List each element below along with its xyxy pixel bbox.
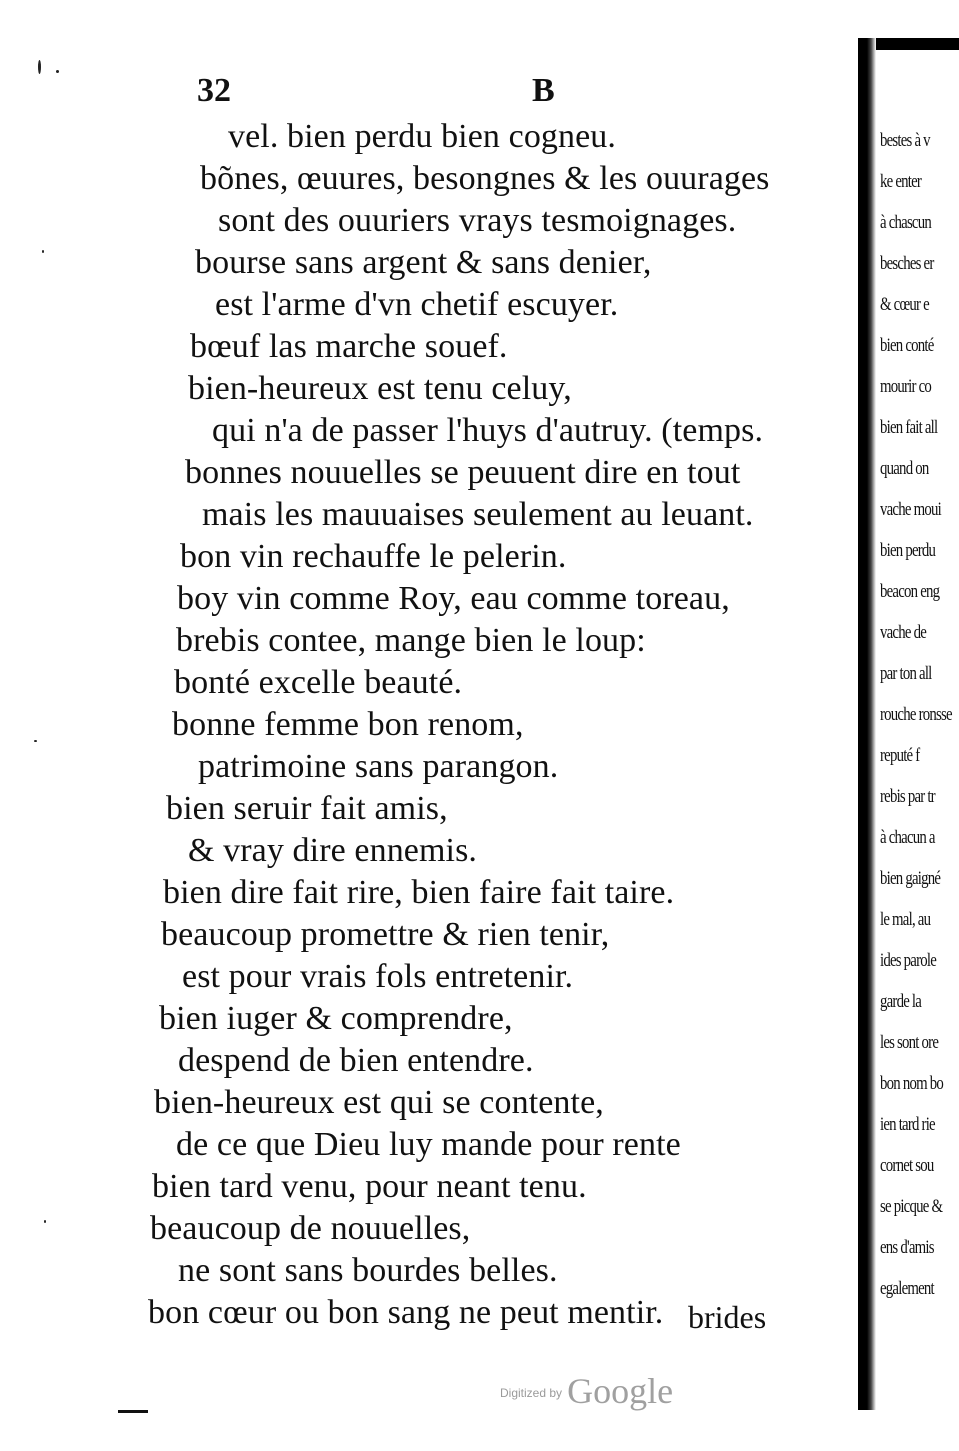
facing-line: vache de [880, 622, 927, 643]
facing-line: bien gaigné [880, 868, 941, 889]
watermark-brand: Google [567, 1371, 674, 1411]
facing-line: se picque & [880, 1196, 943, 1217]
text-line: bien iuger & comprendre, [159, 1000, 513, 1037]
facing-line: mourir co [880, 376, 932, 397]
facing-line: par ton all [880, 663, 932, 684]
facing-line: rouche ronsse [880, 704, 952, 725]
facing-line: à chacun a [880, 827, 935, 848]
facing-line: garde la [880, 991, 922, 1012]
text-line: bien-heureux est tenu celuy, [188, 370, 572, 407]
left-margin-speckles [30, 40, 50, 1410]
digitized-watermark [500, 1370, 673, 1412]
facing-line: besches er [880, 253, 934, 274]
text-line: bourse sans argent & sans denier, [195, 244, 652, 281]
facing-line: quand on [880, 458, 929, 479]
facing-line: à chascun [880, 212, 932, 233]
text-line: bien seruir fait amis, [166, 790, 448, 827]
facing-line: ien tard rie [880, 1114, 935, 1135]
page-gutter-edge [858, 38, 876, 1410]
text-line: bõnes, œuures, besongnes & les ouurages [200, 160, 770, 197]
facing-line: bien perdu [880, 540, 936, 561]
facing-line: bien fait all [880, 417, 938, 438]
text-line: beaucoup de nouuelles, [150, 1210, 471, 1247]
catchword: brides [688, 1299, 767, 1335]
facing-line: ens d'amis [880, 1237, 934, 1258]
text-line: despend de bien entendre. [178, 1042, 534, 1079]
text-line: patrimoine sans parangon. [198, 748, 559, 785]
text-line: bonté excelle beauté. [174, 664, 463, 701]
facing-line: egalement [880, 1278, 934, 1299]
bottom-margin-mark [118, 1410, 148, 1413]
facing-line: rebis par tr [880, 786, 935, 807]
text-line: boy vin comme Roy, eau comme toreau, [177, 580, 730, 617]
text-line: qui n'a de passer l'huys d'autruy. (temps. [212, 412, 764, 449]
facing-line: le mal, au [880, 909, 931, 930]
text-line: vel. bien perdu bien cogneu. [228, 118, 617, 155]
text-line: bonnes nouuelles se peuuent dire en tout [185, 454, 741, 491]
text-line: bon cœur ou bon sang ne peut mentir. [148, 1294, 664, 1331]
text-line: bœuf las marche souef. [190, 328, 508, 365]
signature-mark: B [532, 72, 555, 109]
text-line: bien dire fait rire, bien faire fait taire. [163, 874, 675, 911]
text-line: bien-heureux est qui se contente, [154, 1084, 604, 1121]
facing-line: ides parole [880, 950, 937, 971]
text-line: est l'arme d'vn chetif escuyer. [215, 286, 619, 323]
text-line: mais les mauuaises seulement au leuant. [202, 496, 754, 533]
text-line: brebis contee, mange bien le loup: [176, 622, 646, 659]
text-line: bien tard venu, pour neant tenu. [152, 1168, 587, 1205]
facing-line: bien conté [880, 335, 934, 356]
facing-line: reputé f [880, 745, 920, 766]
facing-line: bestes à v [880, 130, 930, 151]
page-number: 32 [197, 72, 231, 109]
text-line: sont des ouuriers vrays tesmoignages. [218, 202, 737, 239]
watermark-prefix: Digitized by [500, 1386, 563, 1400]
text-line: bon vin rechauffe le pelerin. [180, 538, 567, 575]
facing-line: bon nom bo [880, 1073, 944, 1094]
page-top-edge [876, 38, 959, 50]
text-line: de ce que Dieu luy mande pour rente [176, 1126, 681, 1163]
text-line: beaucoup promettre & rien tenir, [161, 916, 610, 953]
text-line: est pour vrais fols entretenir. [182, 958, 574, 995]
facing-line: ke enter [880, 171, 922, 192]
facing-line: les sont ore [880, 1032, 939, 1053]
facing-line: vache moui [880, 499, 941, 520]
text-line: ne sont sans bourdes belles. [178, 1252, 558, 1289]
facing-line: cornet sou [880, 1155, 934, 1176]
facing-page-fragment [858, 38, 959, 1410]
facing-line: & cœur e [880, 294, 929, 315]
facing-line: beacon eng [880, 581, 940, 602]
text-line: & vray dire ennemis. [188, 832, 478, 869]
text-line: bonne femme bon renom, [172, 706, 524, 743]
